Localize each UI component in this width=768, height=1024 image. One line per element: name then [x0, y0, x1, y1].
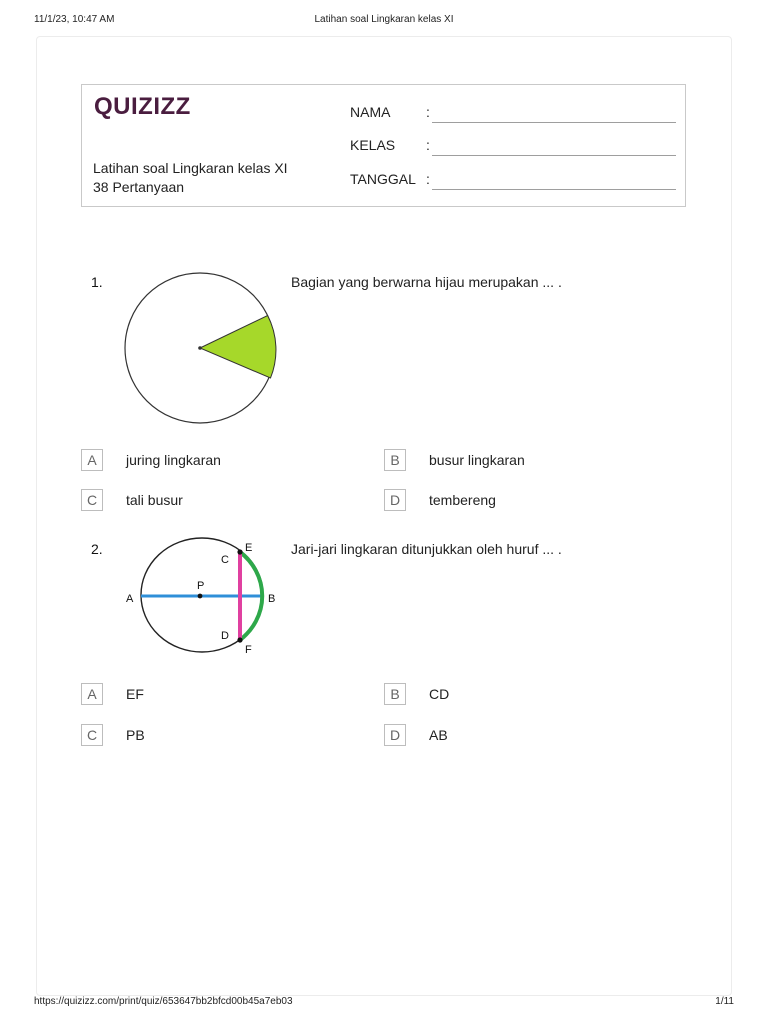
kelas-label: KELAS: [350, 137, 396, 153]
kelas-colon: :: [426, 137, 430, 153]
nama-label: NAMA: [350, 104, 391, 120]
option-text: busur lingkaran: [429, 452, 525, 468]
q1-option-b[interactable]: [384, 449, 664, 473]
print-datetime: 11/1/23, 10:47 AM: [34, 14, 115, 25]
label-p: P: [197, 580, 205, 592]
option-text: juring lingkaran: [126, 452, 221, 468]
option-text: tali busur: [126, 492, 183, 508]
question-2-text: Jari-jari lingkaran ditunjukkan oleh huruf ... .: [291, 541, 562, 557]
label-e: E: [245, 542, 253, 554]
q2-option-c[interactable]: [81, 724, 361, 748]
q2-option-a[interactable]: [81, 683, 361, 707]
label-f: F: [245, 644, 252, 656]
option-letter: C: [81, 724, 103, 746]
print-doc-title: Latihan soal Lingkaran kelas XI: [314, 14, 454, 25]
q2-option-b[interactable]: [384, 683, 664, 707]
option-text: PB: [126, 727, 145, 743]
tanggal-colon: :: [426, 171, 430, 187]
nama-colon: :: [426, 104, 430, 120]
option-letter: C: [81, 489, 103, 511]
print-footer: [34, 996, 734, 1010]
option-text: tembereng: [429, 492, 496, 508]
option-text: AB: [429, 727, 448, 743]
q1-option-d[interactable]: [384, 489, 664, 513]
print-url: https://quizizz.com/print/quiz/653647bb2bfcd00b45a7eb03: [34, 996, 293, 1007]
option-text: CD: [429, 686, 450, 702]
question-1-number: 1.: [91, 274, 103, 290]
q1-option-a[interactable]: [81, 449, 361, 473]
tanggal-field[interactable]: [350, 171, 676, 191]
nama-field[interactable]: [350, 104, 676, 124]
kelas-field[interactable]: [350, 137, 676, 157]
option-text: EF: [126, 686, 144, 702]
option-letter: D: [384, 724, 406, 746]
nama-line: [432, 122, 676, 123]
option-letter: B: [384, 449, 406, 471]
question-2-number: 2.: [91, 541, 103, 557]
tanggal-label: TANGGAL: [350, 171, 416, 187]
tanggal-line: [432, 189, 676, 190]
page-number: 1/11: [715, 996, 734, 1007]
kelas-line: [432, 155, 676, 156]
label-b: B: [268, 593, 276, 605]
option-letter: A: [81, 683, 103, 705]
q1-option-c[interactable]: [81, 489, 361, 513]
option-letter: B: [384, 683, 406, 705]
quiz-info-box: [81, 84, 686, 207]
print-header: [34, 14, 734, 28]
circle-with-chord-and-diameter-icon: [120, 532, 282, 665]
quiz-title: Latihan soal Lingkaran kelas XI: [93, 160, 288, 176]
circle-with-green-sector-icon: [124, 268, 278, 433]
label-c: C: [221, 554, 229, 566]
quizizz-logo: QUIZIZZ: [94, 93, 191, 120]
option-letter: A: [81, 449, 103, 471]
question-count: 38 Pertanyaan: [93, 179, 185, 195]
label-d: D: [221, 630, 229, 642]
option-letter: D: [384, 489, 406, 511]
question-1-text: Bagian yang berwarna hijau merupakan ... .: [291, 274, 562, 290]
q2-option-d[interactable]: [384, 724, 664, 748]
label-a: A: [126, 593, 134, 605]
